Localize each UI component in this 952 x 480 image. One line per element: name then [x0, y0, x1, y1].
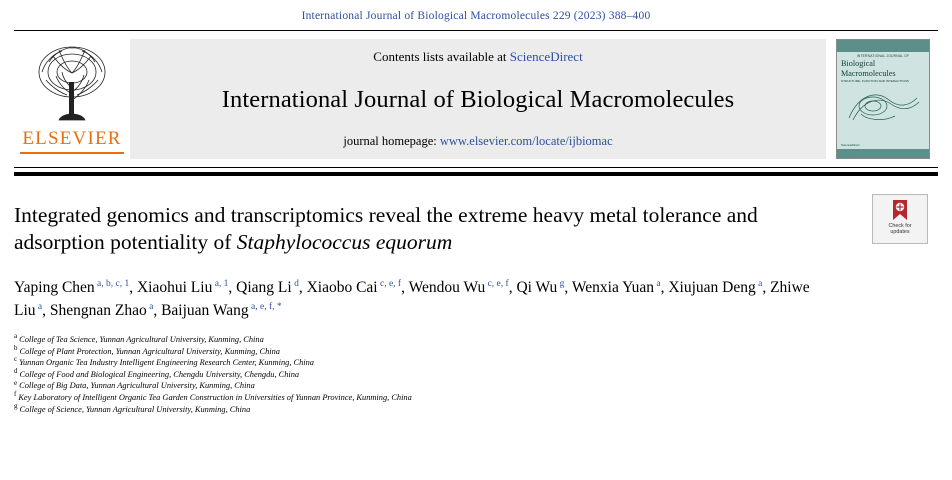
homepage-prefix: journal homepage:: [343, 134, 440, 148]
affiliation-key: g: [14, 401, 18, 410]
contents-available-line: [373, 49, 582, 65]
author-name: Xiujuan Deng: [668, 279, 756, 296]
author-name: Xiaobo Cai: [306, 279, 378, 296]
elsevier-underline: [20, 152, 124, 154]
cover-subtitle: STRUCTURE, FUNCTION AND INTERACTIONS: [841, 79, 909, 83]
author-name: Qi Wu: [516, 279, 558, 296]
author-affiliation-marker: a, b, c, 1: [94, 278, 130, 289]
page-title: [14, 202, 804, 256]
author-name: Yaping Chen: [14, 279, 95, 296]
crossmark-label-line1: Check for: [888, 223, 912, 229]
cover-overline: INTERNATIONAL JOURNAL OF: [856, 54, 910, 58]
contents-prefix: Contents lists available at: [373, 49, 510, 64]
affiliation-text: College of Plant Protection, Yunnan Agricultural University, Kunming, China: [19, 346, 280, 356]
author-name: Wenxia Yuan: [571, 279, 655, 296]
affiliation-key: a: [14, 332, 18, 341]
affiliation-list: [14, 334, 938, 415]
author-affiliation-marker: a, e, f, *: [248, 301, 282, 312]
cover-title-line2: Macromolecules: [841, 69, 896, 78]
author-affiliation-marker: d: [291, 278, 299, 289]
affiliation-item: [14, 401, 938, 416]
author-affiliation-marker: c, e, f: [485, 278, 509, 289]
author-name: Zhiwe Liu: [14, 279, 810, 319]
affiliation-item: [14, 366, 938, 381]
affiliation-text: Key Laboratory of Intelligent Organic Tea Garden Construction in Universities of Yunnan Province, Kunming, China: [18, 392, 412, 402]
affiliation-key: c: [14, 355, 18, 364]
affiliation-item: [14, 392, 938, 404]
journal-cover-thumbnail: [836, 39, 930, 159]
crossmark-label: [888, 223, 911, 236]
affiliation-key: d: [14, 366, 18, 375]
affiliation-item: [14, 380, 938, 392]
affiliation-text: College of Tea Science, Yunnan Agricultural University, Kunming, China: [19, 335, 264, 344]
journal-running-head: International Journal of Biological Macromolecules 229 (2023) 388–400: [301, 10, 651, 22]
author-affiliation-marker: a: [755, 278, 763, 289]
journal-homepage-link[interactable]: www.elsevier.com/locate/ijbiomac: [439, 134, 613, 148]
article-title-species: Staphylococcus equorum: [236, 230, 453, 254]
elsevier-logo: [14, 31, 130, 167]
affiliation-key: f: [14, 390, 17, 399]
article-header: [14, 176, 938, 415]
author-name: Baijuan Wang: [161, 302, 249, 319]
cover-artwork: [843, 84, 923, 126]
cover-top-bar: [837, 40, 929, 52]
sciencedirect-link[interactable]: ScienceDirect: [509, 49, 583, 64]
cover-bottom-bar: [837, 149, 929, 158]
author-affiliation-marker: g: [557, 278, 565, 289]
author-list: Yaping Chen $^{a, b, c, 1}$, Xiaohui Liu $^{a, 1}$, Qiang Li $^d$, Xiaobo Cai $^{c, e, f}$, Wendou Wu $^{c, e, f}$, Qi Wu $^g$, Wenxia Yuan $^a$, Xiujuan Deng $^a$, Zhiwe Liu $^a$, Shengnan Zhao $^a$, Baijuan Wang $^{a, e, f, *}$: [14, 278, 810, 319]
article-title-text: Integrated genomics and transcriptomics reveal the extreme heavy metal tolerance and adsorption potentiality of: [14, 203, 758, 254]
affiliation-key: b: [14, 343, 18, 352]
affiliation-text: College of Big Data, Yunnan Agricultural University, Kunming, China: [19, 381, 255, 391]
affiliation-text: Yunnan Organic Tea Industry Intelligent Engineering Research Center, Kunming, China: [19, 358, 314, 368]
crossmark-icon: [890, 199, 910, 221]
crossmark-badge[interactable]: [872, 194, 928, 244]
author-name: Shengnan Zhao: [49, 302, 147, 319]
journal-title: International Journal of Biological Macromolecules: [221, 85, 735, 113]
journal-homepage-line: [343, 134, 612, 149]
author-affiliation-marker: c, e, f: [377, 278, 402, 289]
author-name: Wendou Wu: [408, 279, 486, 296]
journal-masthead: [14, 30, 938, 168]
elsevier-wordmark: ELSEVIER: [22, 128, 122, 149]
journal-center-block: [130, 39, 826, 159]
cover-title-line1: Biological: [841, 59, 876, 68]
affiliation-item: [14, 343, 938, 358]
affiliation-item: [14, 357, 938, 369]
author-name: Qiang Li: [236, 279, 292, 296]
affiliation-item: [14, 334, 938, 346]
elsevier-tree-icon: [29, 42, 115, 126]
affiliation-text: College of Science, Yunnan Agricultural University, Kunming, China: [19, 404, 251, 414]
crossmark-label-line2: updates: [890, 229, 910, 236]
author-name: Xiaohui Liu: [136, 279, 213, 296]
author-affiliation-marker: a: [654, 278, 661, 289]
affiliation-key: e: [14, 378, 18, 387]
affiliation-text: College of Food and Biological Engineering, Chengdu University, Chengdu, China: [19, 369, 300, 379]
cover-footer-text: ScienceDirect: [841, 143, 860, 147]
author-affiliation-marker: a, 1: [212, 278, 229, 289]
author-affiliation-marker: a: [146, 301, 154, 312]
author-affiliation-marker: a: [35, 301, 43, 312]
